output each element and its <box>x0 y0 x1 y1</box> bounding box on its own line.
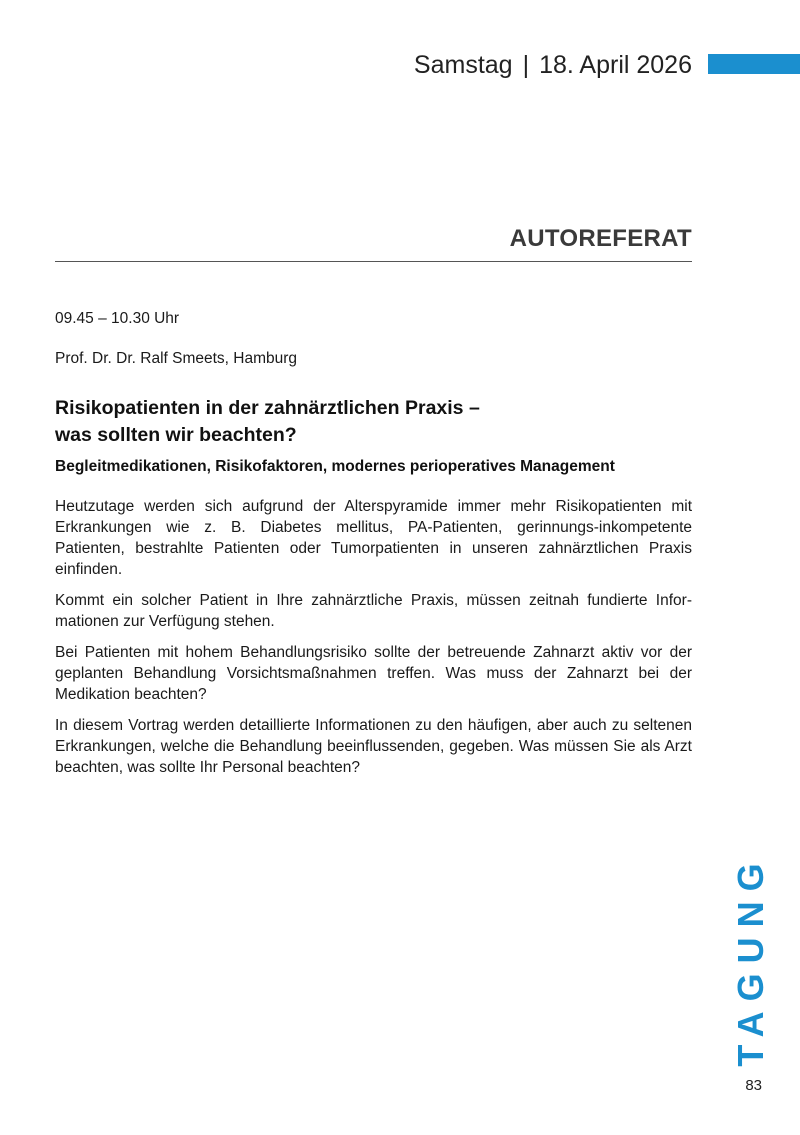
abstract <box>55 496 692 788</box>
abstract-paragraph: In diesem Vortrag werden detaillierte Informationen zu den häufigen, aber auch zu seltenen Erkrankungen, welche die Behandlung beeinflussenden, gegeben. Was müssen Sie als Arzt beachten, was sollte Ihr Personal beachten? <box>55 717 692 776</box>
abstract-paragraph: Kommt ein solcher Patient in Ihre zahnärztliche Praxis, müssen zeitnah fundierte Informationen zur Verfügung stehen. <box>55 592 692 630</box>
talk-title <box>55 395 695 449</box>
accent-bar <box>708 54 800 74</box>
section-divider <box>55 261 692 262</box>
talk-title-line-2: was sollten wir beachten? <box>55 424 297 446</box>
abstract-paragraph: Heutzutage werden sich aufgrund der Alterspyramide immer mehr Risikopatienten mit Erkrankungen wie z. B. Diabetes mellitus, PA-Patienten, gerinnungs-inkompetente Patienten, bestrahlte Patienten oder Tumorpatienten in unseren zahnärztlichen Praxis einfinden. <box>55 498 692 578</box>
abstract-paragraph: Bei Patienten mit hohem Behandlungsrisiko sollte der betreuende Zahnarzt aktiv vor der geplanten Behandlung Vorsichtsmaßnahmen treffen. Was muss der Zahnarzt bei der Medikation beachten? <box>55 644 692 703</box>
header-date-value: 18. April 2026 <box>539 51 692 79</box>
talk-subtitle: Begleitmedikationen, Risikofaktoren, modernes perioperatives Management <box>55 458 615 475</box>
speaker-name: Prof. Dr. Dr. Ralf Smeets, Hamburg <box>55 350 298 367</box>
page-number: 83 <box>745 1077 762 1094</box>
side-tag <box>730 852 771 1067</box>
talk-title-line-1: Risikopatienten in der zahnärztlichen Praxis – <box>55 397 480 419</box>
section-label: AUTOREFERAT <box>509 225 692 252</box>
header-date <box>300 50 692 80</box>
header-day: Samstag <box>413 51 513 79</box>
session-time: 09.45 – 10.30 Uhr <box>55 310 180 327</box>
header-separator: | <box>522 51 530 79</box>
side-tag-label: TAGUNG <box>730 852 771 1067</box>
